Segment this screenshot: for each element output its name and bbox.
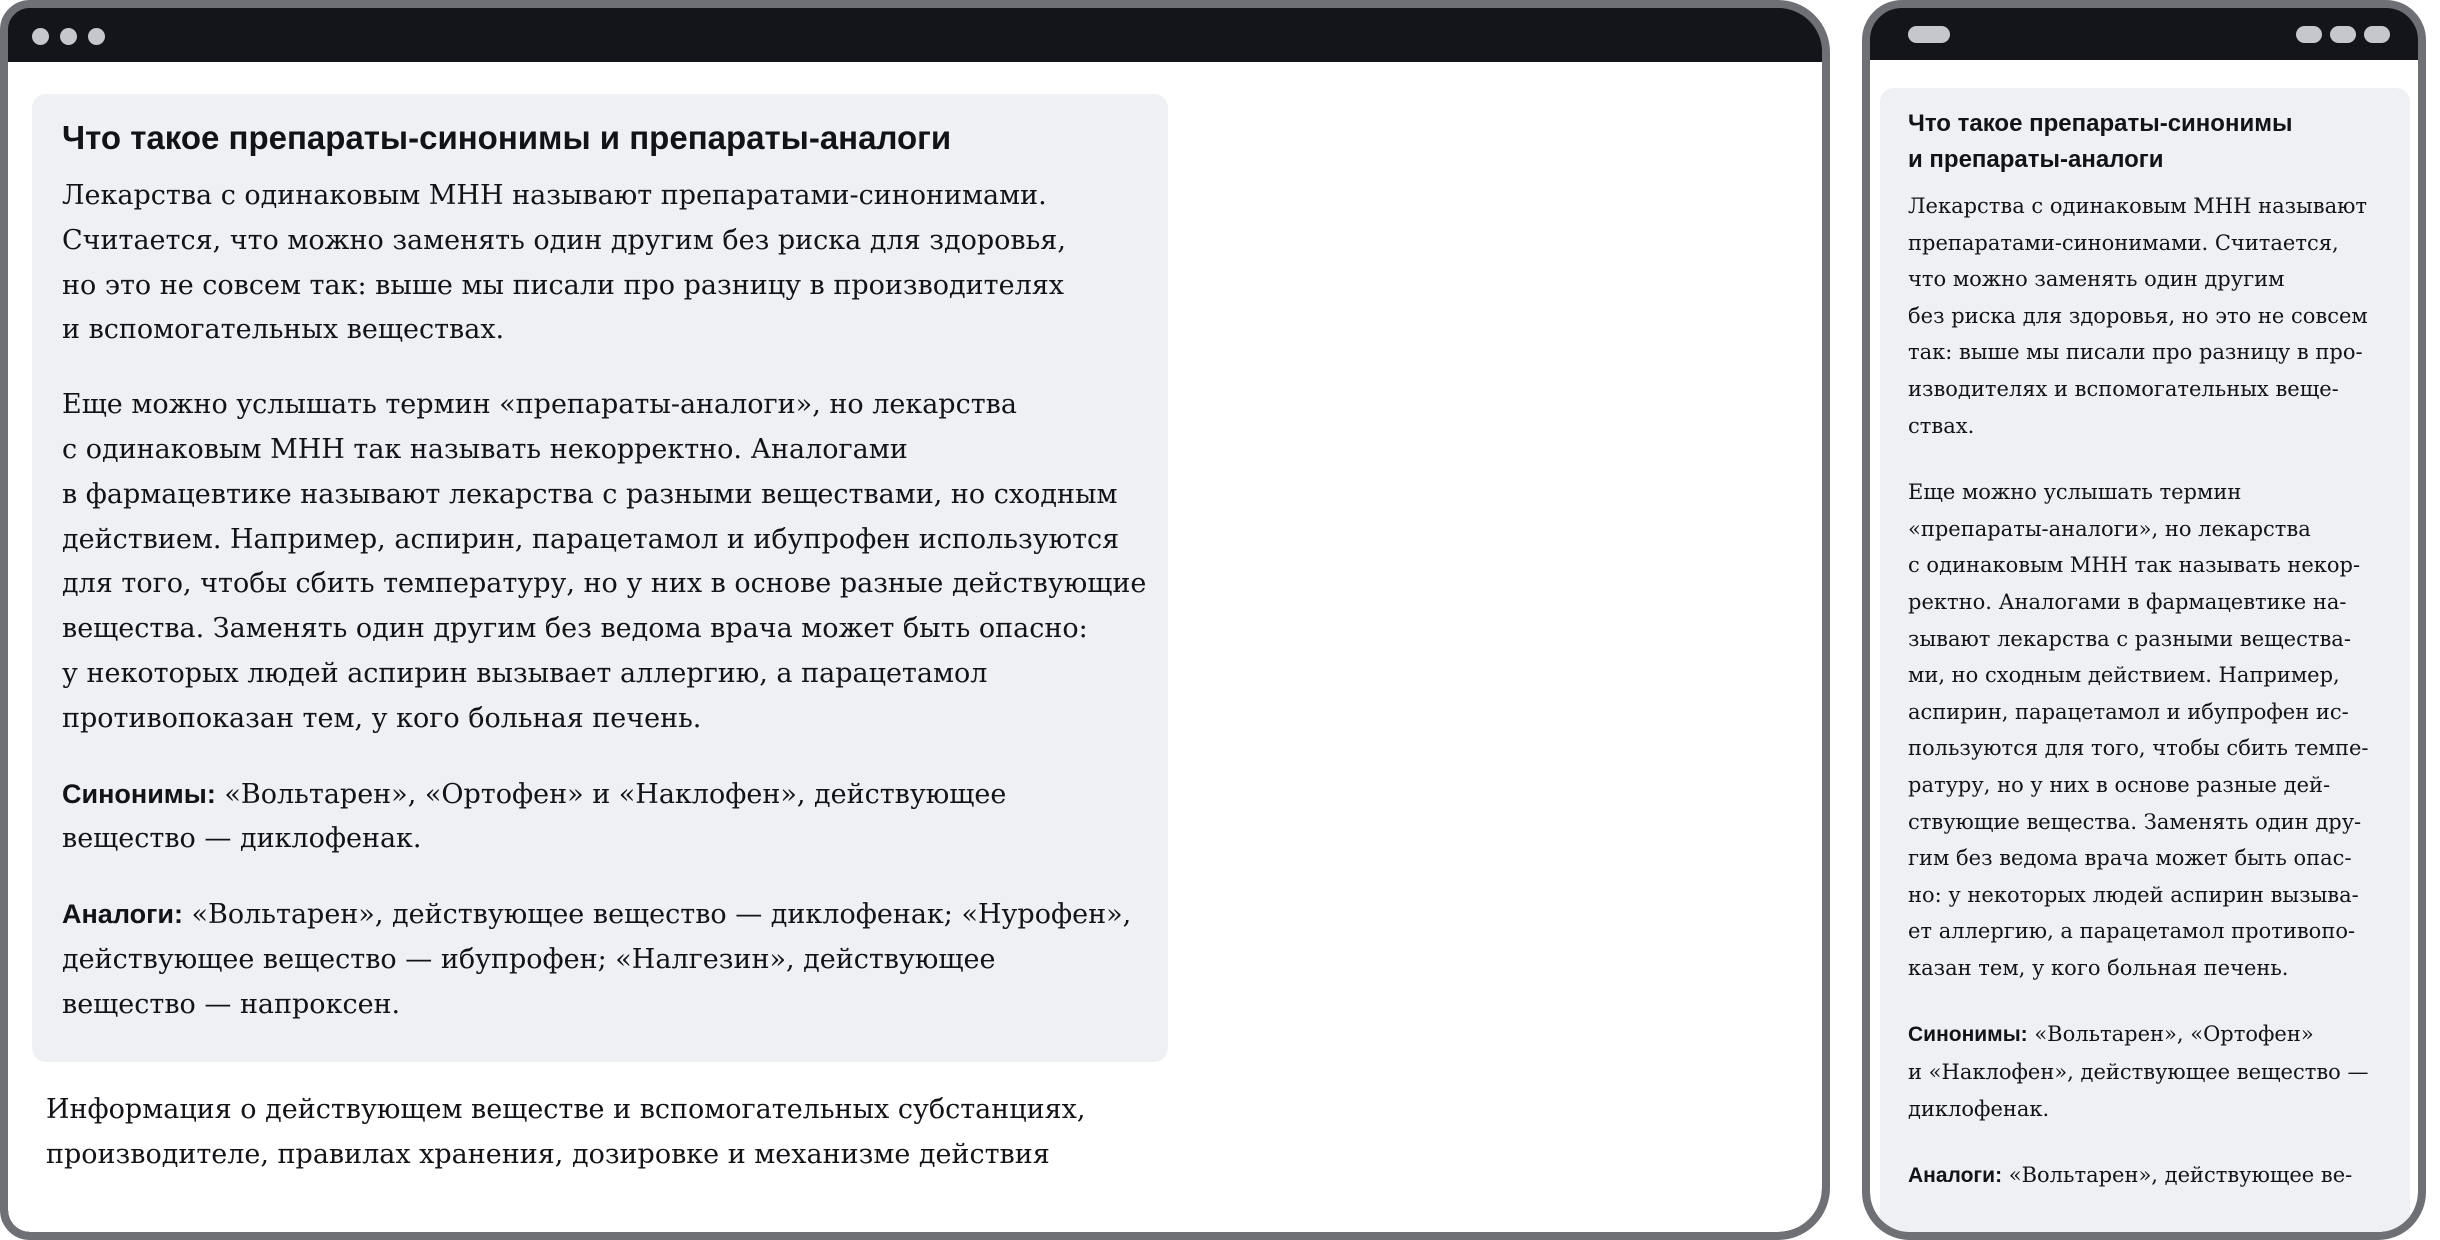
mobile-status-pill-icon [1908, 26, 1950, 43]
synonyms-definition-paragraph: Лекарства с одинаковым МНН называют препаратами-синонимами. Считается, что можно заменять один другим без риска для здоровья, но это не совсем так: выше мы писали про разницу в производителях и вспомогательных веществах. [62, 180, 1066, 346]
mobile-page-viewport [1870, 60, 2418, 1232]
mobile-device-mockup [1862, 0, 2426, 1240]
window-minimize-dot-icon[interactable] [60, 28, 77, 45]
card-title-mobile: Что такое препараты-синонимы и препараты-аналоги [1908, 110, 2293, 173]
analogs-example: Аналоги: «Вольтарен», действующее вещество — диклофенак; «Нурофен», действующее вещество — ибупрофен; «Налгезин», действующее вещество — напроксен. [62, 899, 1132, 1020]
mobile-control-pill-icon[interactable] [2364, 26, 2390, 43]
synonyms-example-mobile: Синонимы: «Вольтарен», «Ортофен» и «Наклофен», действующее вещество — диклофенак. [1908, 1022, 2369, 1121]
mobile-control-pill-icon[interactable] [2330, 26, 2356, 43]
synonyms-label: Синонимы: [62, 778, 216, 809]
analogs-label: Аналоги: [62, 899, 183, 930]
analogs-definition-paragraph-mobile: Еще можно услышать термин «препараты-аналоги», но лекарства с одинаковым МНН так называть некор- ректно. Аналогами в фармацевтике на- зывают лекарства с разными вещества- ми, но сходным действием. Например, аспирин, парацетамол и ибупрофен ис- пользуются для того, чтобы сбить темпе- ратуру, но у них в основе разные дей- ствующие вещества. Заменять один дру- гим без ведома врача может быть опас- но: у некоторых людей аспирин вызыва- ет аллергию, а парацетамол противопо- казан тем, у кого больная печень. [1908, 480, 2369, 980]
window-maximize-dot-icon[interactable] [88, 28, 105, 45]
browser-title-bar [8, 8, 1822, 56]
card-title: Что такое препараты-синонимы и препараты-аналоги [62, 119, 952, 156]
desktop-page-viewport [8, 62, 1822, 1232]
mobile-control-pill-icon[interactable] [2296, 26, 2322, 43]
info-card [32, 94, 1168, 1062]
following-paragraph: Информация о действующем веществе и вспомогательных субстанциях, производителе, правилах хранения, дозировке и механизме действия [46, 1094, 1086, 1170]
analogs-label-mobile: Аналоги: [1908, 1164, 2003, 1188]
info-card-mobile [1880, 88, 2410, 1232]
analogs-definition-paragraph: Еще можно услышать термин «препараты-аналоги», но лекарства с одинаковым МНН так называть некорректно. Аналогами в фармацевтике называют лекарства с разными веществами, но сходным действием. Например, аспирин, парацетамол и ибупрофен используются для того, чтобы сбить температуру, но у них в основе разные действующие вещества. Заменять один другим без ведома врача может быть опасно: у некоторых людей аспирин вызывает аллергию, а парацетамол противопоказан тем, у кого больная печень. [62, 389, 1147, 734]
analogs-example-mobile: Аналоги: «Вольтарен», действующее ве- [1908, 1163, 2353, 1188]
window-close-dot-icon[interactable] [32, 28, 49, 45]
synonyms-example: Синонимы: «Вольтарен», «Ортофен» и «Наклофен», действующее вещество — диклофенак. [62, 778, 1007, 855]
synonyms-label-mobile: Синонимы: [1908, 1023, 2028, 1047]
synonyms-definition-paragraph-mobile: Лекарства с одинаковым МНН называют препаратами-синонимами. Считается, что можно заменять один другим без риска для здоровья, но это не совсем так: выше мы писали про разницу в про- изводителях и вспомогательных веще- ствах. [1908, 194, 2368, 438]
